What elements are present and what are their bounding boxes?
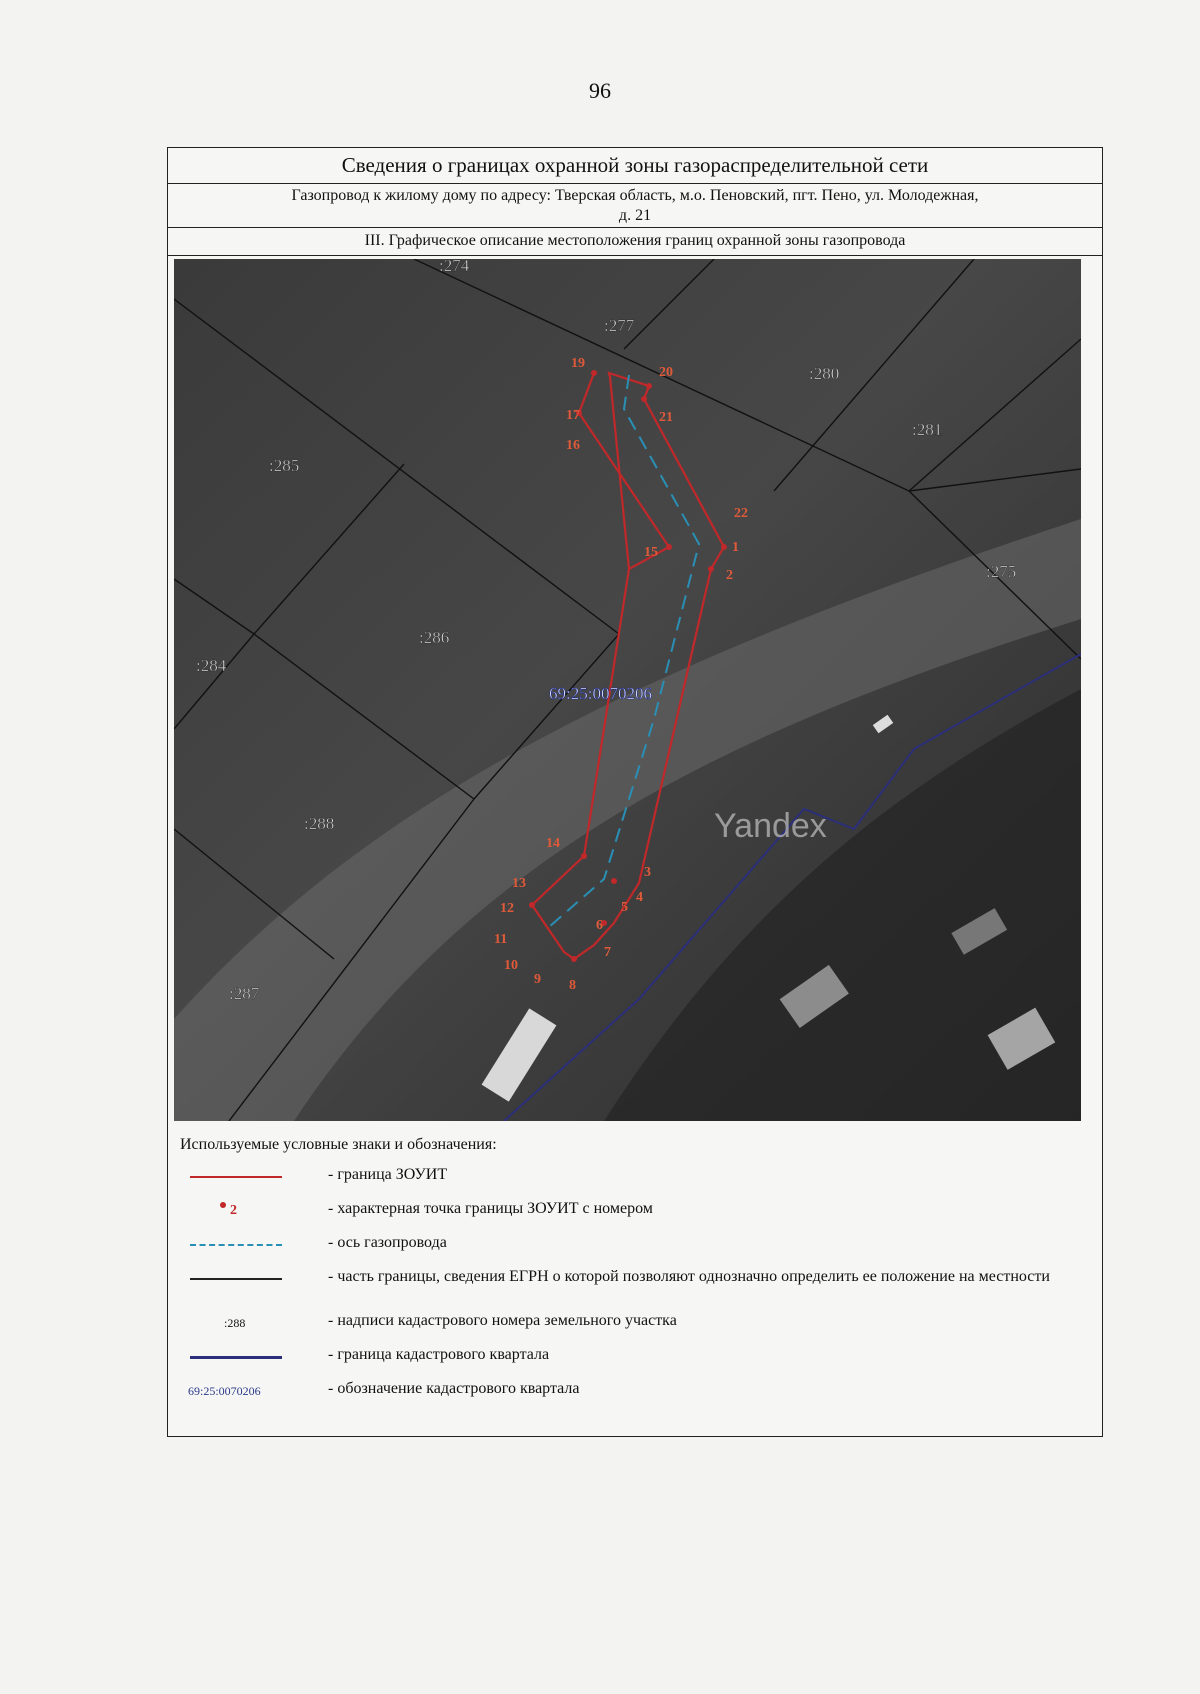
- point-label: 14: [546, 836, 560, 851]
- point-label: 16: [566, 438, 580, 453]
- legend-item: [180, 1230, 1080, 1264]
- legend-item-text: - характерная точка границы ЗОУИТ с номером: [328, 1200, 653, 1217]
- point-label: 19: [571, 356, 585, 371]
- parcel-label: :284: [196, 656, 227, 675]
- quarter-label: 69:25:0070206: [549, 684, 652, 703]
- quarter-label-icon: [180, 1380, 300, 1402]
- point-label: 4: [636, 890, 643, 905]
- parcel-label: :281: [912, 420, 943, 439]
- parcel-label: :277: [604, 316, 635, 335]
- parcel-label-icon: [180, 1312, 300, 1334]
- parcel-label: :274: [439, 259, 470, 275]
- document-frame: [167, 147, 1103, 1437]
- legend-item: [180, 1162, 1080, 1196]
- subtitle-line-2: д. 21: [618, 207, 652, 224]
- map-svg: [174, 259, 1081, 1121]
- parcel-label: :287: [229, 984, 260, 1003]
- legend: [180, 1136, 1080, 1410]
- parcel-label: :286: [419, 628, 450, 647]
- legend-symbol-label: :288: [224, 1316, 246, 1330]
- point-label: 1: [732, 540, 739, 555]
- point-label: 7: [604, 945, 611, 960]
- parcel-label: :288: [304, 814, 335, 833]
- legend-item-text: - граница кадастрового квартала: [328, 1346, 550, 1363]
- point-label: 5: [621, 900, 628, 915]
- point-label: 13: [512, 876, 526, 891]
- red-point-icon: [180, 1200, 300, 1222]
- section-heading: III. Графическое описание местоположения границ охранной зоны газопровода: [168, 228, 1102, 256]
- point-label: 6: [596, 918, 603, 933]
- legend-symbol-label: 69:25:0070206: [188, 1384, 261, 1398]
- parcel-label: :285: [269, 456, 300, 475]
- legend-title: Используемые условные знаки и обозначения:: [180, 1136, 497, 1153]
- legend-item-text: - граница ЗОУИТ: [328, 1166, 448, 1183]
- point-label: 20: [659, 365, 673, 380]
- legend-item: [180, 1376, 1080, 1410]
- blue-dashed-line-icon: [180, 1234, 300, 1256]
- point-label: 12: [500, 901, 514, 916]
- legend-item-text: - надписи кадастрового номера земельного участка: [328, 1312, 677, 1329]
- point-label: 8: [569, 978, 576, 993]
- navy-line-icon: [180, 1346, 300, 1368]
- point-label: 10: [504, 958, 518, 973]
- point-label: 21: [659, 410, 673, 425]
- point-label: 9: [534, 972, 541, 987]
- document-title: Сведения о границах охранной зоны газораспределительной сети: [168, 148, 1102, 184]
- legend-item-text: - ось газопровода: [328, 1234, 447, 1251]
- point-label: 2: [726, 568, 733, 583]
- red-line-icon: [180, 1166, 300, 1188]
- black-line-icon: [180, 1268, 300, 1290]
- subtitle-line-1: Газопровод к жилому дому по адресу: Тверская область, м.о. Пеновский, пгт. Пено, ул. Молодежная,: [291, 187, 979, 204]
- cadastral-map: [174, 259, 1081, 1121]
- point-label: 22: [734, 506, 748, 521]
- legend-item-text: - часть границы, сведения ЕГРН о которой позволяют однозначно определить ее положение на местности: [328, 1268, 1050, 1285]
- page-number: 96: [589, 78, 611, 103]
- parcel-label: :275: [986, 562, 1017, 581]
- legend-item-text: - обозначение кадастрового квартала: [328, 1380, 580, 1397]
- point-label: 15: [644, 545, 658, 560]
- legend-symbol-label: 2: [230, 1203, 237, 1218]
- point-label: 11: [494, 932, 508, 947]
- parcel-label: :280: [809, 364, 840, 383]
- document-subtitle: [168, 184, 1102, 228]
- legend-item: [180, 1264, 1080, 1308]
- yandex-watermark: Yandex: [714, 807, 827, 845]
- point-label: 17: [566, 408, 580, 423]
- legend-item: [180, 1342, 1080, 1376]
- legend-item: [180, 1308, 1080, 1342]
- legend-item: [180, 1196, 1080, 1230]
- point-label: 3: [644, 865, 651, 880]
